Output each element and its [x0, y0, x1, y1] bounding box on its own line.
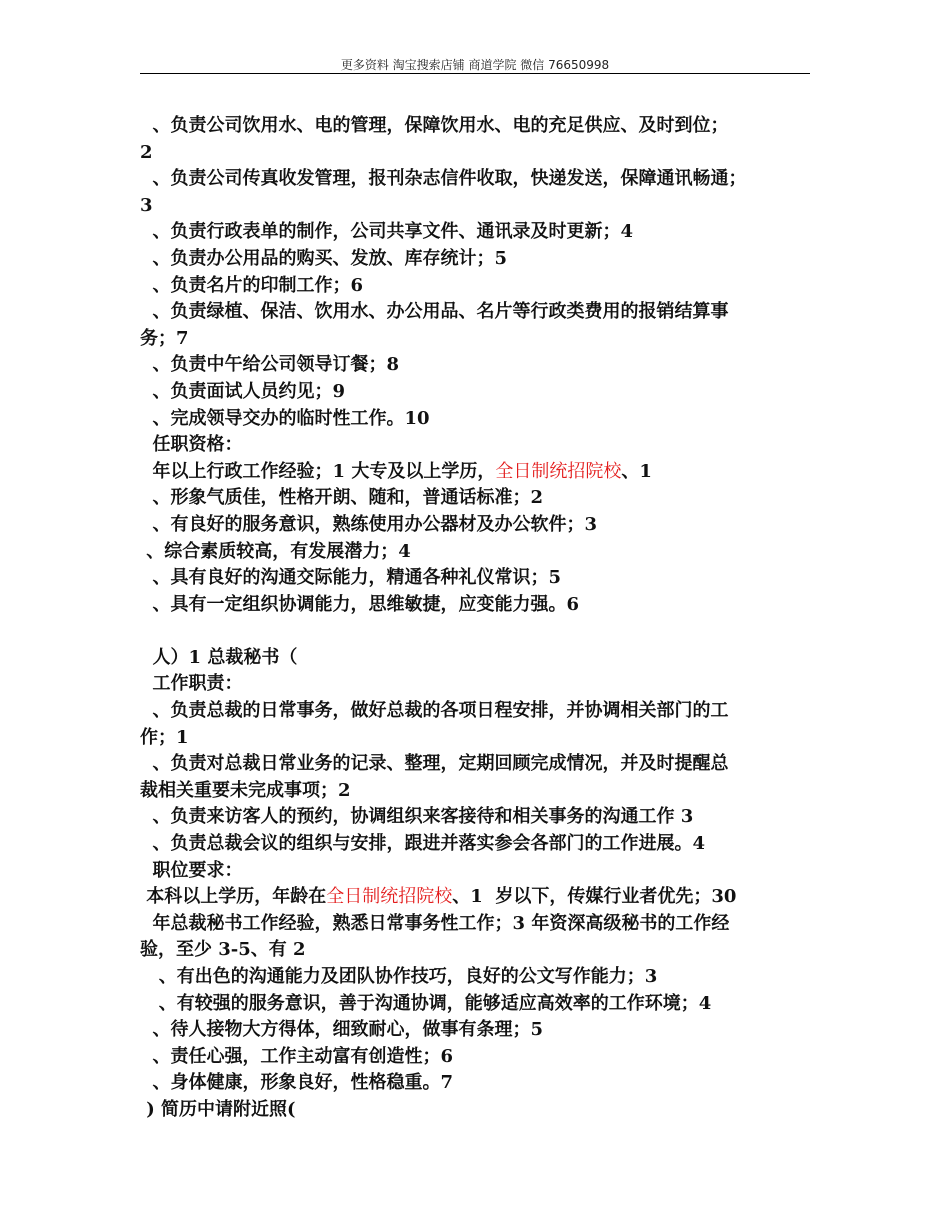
line-text: 、具有一定组织协调能力，思维敏捷，应变能力强。6 [140, 593, 580, 615]
text-line [140, 512, 812, 539]
text-line [140, 1017, 812, 1044]
text-line [140, 671, 812, 698]
text-line [140, 299, 812, 326]
line-text: 任职资格： [140, 434, 243, 456]
text-line [140, 326, 812, 353]
text-line [140, 1070, 812, 1097]
line-text: 、具有良好的沟通交际能力，精通各种礼仪常识；5 [140, 567, 562, 589]
text-line [140, 778, 812, 805]
text-line [140, 246, 812, 273]
line-text: 、有出色的沟通能力及团队协作技巧，良好的公文写作能力；3 [140, 966, 658, 987]
text-line [140, 698, 812, 725]
text-line [140, 964, 812, 991]
line-text: 、有良好的服务意识，熟练使用办公器材及办公软件；3 [140, 513, 598, 535]
line-text: 、形象气质佳，性格开朗、随和，普通话标准；2 [140, 487, 544, 509]
document-body [140, 113, 812, 1124]
text-line [140, 592, 812, 619]
line-text: 、负责总裁会议的组织与安排，跟进并落实参会各部门的工作进展。4 [140, 833, 706, 855]
text-line [140, 645, 812, 672]
line-text: 年以上行政工作经验；1 大专及以上学历， [140, 460, 496, 482]
text-line [140, 831, 812, 858]
line-text: 、有较强的服务意识，善于沟通协调，能够适应高效率的工作环境；4 [140, 992, 712, 1014]
text-line [140, 858, 812, 885]
line-text: 裁相关重要未完成事项；2 [140, 779, 351, 801]
line-text: 、负责对总裁日常业务的记录、整理，定期回顾完成情况，并及时提醒总 [140, 753, 729, 775]
line-text: 、负责名片的印制工作；6 [140, 274, 364, 296]
text-line [140, 379, 812, 406]
text-line [140, 273, 812, 300]
text-line [140, 352, 812, 379]
text-line [140, 725, 812, 752]
text-line [140, 485, 812, 512]
line-text: 2 [140, 141, 153, 163]
text-line [140, 193, 812, 220]
line-text: 、1 岁以下，传媒行业者优先；30 [452, 886, 737, 908]
text-line [140, 406, 812, 433]
text-line [140, 539, 812, 566]
line-text: 3 [140, 194, 153, 216]
line-text: 作；1 [140, 726, 189, 748]
line-text: 、负责公司传真收发管理，报刊杂志信件收取，快递发送，保障通讯畅通； [140, 168, 747, 190]
line-text: 、负责绿植、保洁、饮用水、办公用品、名片等行政类费用的报销结算事 [140, 301, 729, 323]
line-text: 、负责中午给公司领导订餐；8 [140, 354, 400, 376]
text-line [140, 1097, 812, 1124]
line-text: 、1 [621, 460, 652, 482]
line-text: 、负责来访客人的预约，协调组织来客接待和相关事务的沟通工作 3 [140, 806, 694, 828]
line-text: 人）1 总裁秘书（ [140, 646, 298, 668]
line-text: 、负责总裁的日常事务，做好总裁的各项日程安排，并协调相关部门的工 [140, 700, 729, 722]
line-text: 、待人接物大方得体，细致耐心，做事有条理；5 [140, 1019, 544, 1041]
line-text: 、负责公司饮用水、电的管理，保障饮用水、电的充足供应、及时到位； [140, 115, 729, 136]
line-text: 、负责面试人员约见；9 [140, 380, 346, 402]
text-line [140, 991, 812, 1018]
line-text: 年总裁秘书工作经验，熟悉日常事务性工作；3 年资深高级秘书的工作经 [140, 912, 730, 934]
text-line [140, 459, 812, 486]
text-line [140, 1044, 812, 1071]
line-text: 、负责行政表单的制作，公司共享文件、通讯录及时更新；4 [140, 221, 634, 243]
line-text: 、负责办公用品的购买、发放、库存统计；5 [140, 247, 508, 269]
line-text: 、完成领导交办的临时性工作。10 [140, 407, 430, 429]
text-line [140, 166, 812, 193]
line-text: 本科以上学历，年龄在 [140, 886, 327, 908]
highlight-text: 全日制统招院校 [495, 460, 622, 482]
line-text: 务；7 [140, 327, 189, 349]
text-line [140, 565, 812, 592]
text-line [140, 937, 812, 964]
page-header: 更多资料 淘宝搜索店铺 商道学院 微信 76650998 [340, 58, 610, 72]
text-line [140, 140, 812, 167]
line-text: 、身体健康，形象良好，性格稳重。7 [140, 1072, 454, 1094]
line-text: 工作职责： [140, 673, 243, 695]
line-text: 、责任心强，工作主动富有创造性；6 [140, 1045, 454, 1067]
highlight-text: 全日制统招院校 [326, 886, 453, 908]
line-text: 、综合素质较高，有发展潜力；4 [140, 540, 411, 562]
line-text: ) 简历中请附近照( [140, 1098, 296, 1120]
line-text: 验，至少 3-5、有 2 [140, 939, 306, 961]
line-text: 职位要求： [140, 859, 243, 881]
text-line [140, 432, 812, 459]
text-line [140, 911, 812, 938]
text-line [140, 751, 812, 778]
text-line [140, 113, 812, 140]
text-line [140, 804, 812, 831]
text-line [140, 618, 812, 645]
text-line [140, 219, 812, 246]
header-divider [140, 73, 810, 74]
text-line [140, 884, 812, 911]
